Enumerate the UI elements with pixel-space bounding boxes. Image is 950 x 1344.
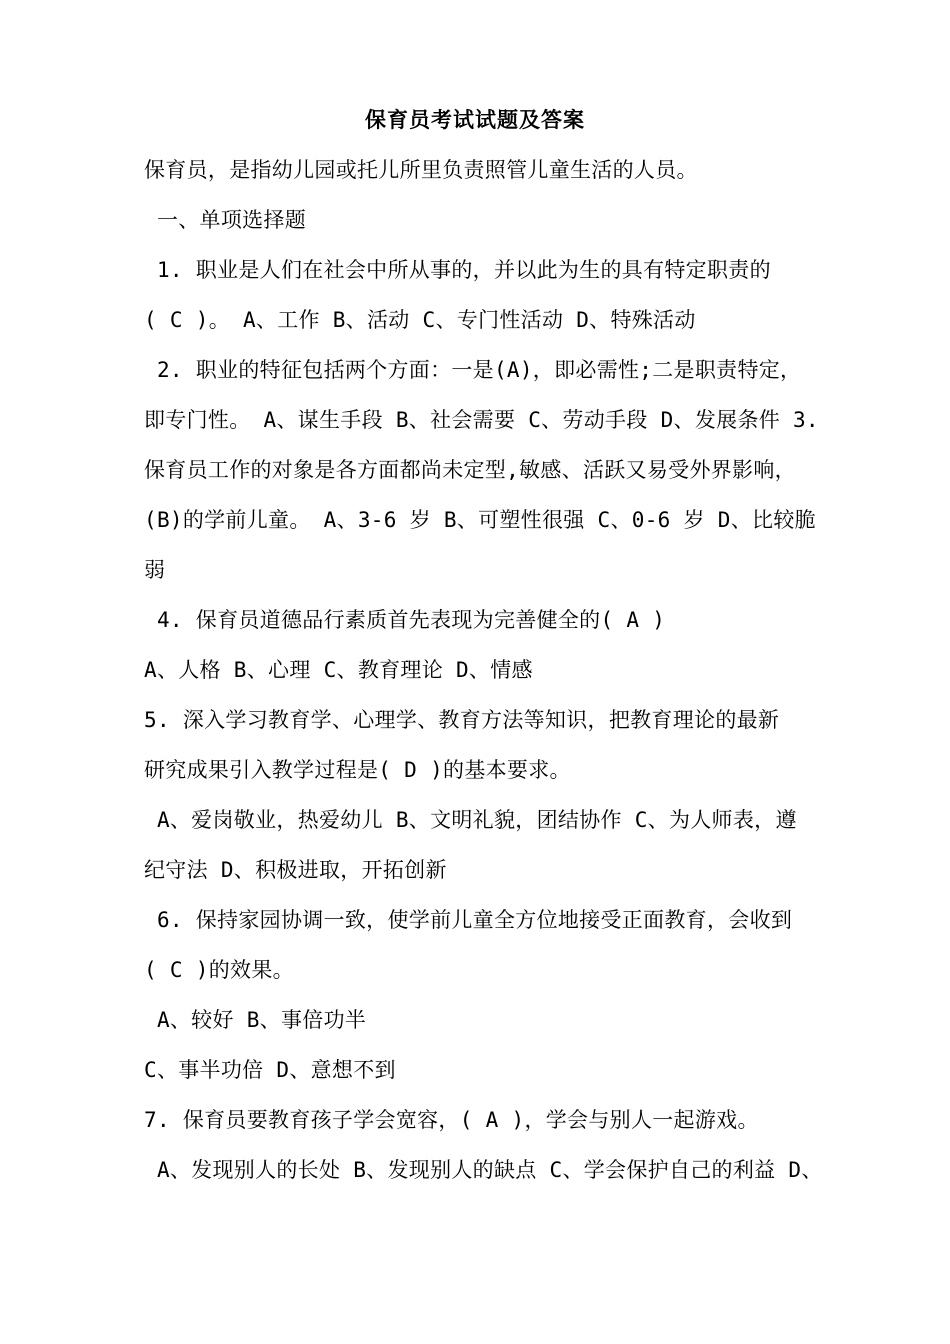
- question-5-line-2: 研究成果引入教学过程是( D )的基本要求。: [144, 758, 571, 782]
- intro-paragraph: 保育员，是指幼儿园或托儿所里负责照管儿童生活的人员。: [144, 158, 698, 182]
- question-6-line-1: 6. 保持家园协调一致，使学前儿童全方位地接受正面教育，会收到: [144, 908, 793, 932]
- question-2-line-1: 2. 职业的特征包括两个方面：一是(A)，即必需性;二是职责特定，: [144, 358, 802, 382]
- question-3-line-2: (B)的学前儿童。 A、3-6 岁 B、可塑性很强 C、0-6 岁 D、比较脆: [144, 508, 816, 532]
- question-4-line-1: 4. 保育员道德品行素质首先表现为完善健全的( A ): [144, 608, 666, 632]
- question-3-line-1: 保育员工作的对象是各方面都尚未定型,敏感、活跃又易受外界影响，: [144, 458, 796, 482]
- question-1-line-1: 1. 职业是人们在社会中所从事的，并以此为生的具有特定职责的: [144, 258, 771, 282]
- question-2-line-2: 即专门性。 A、谋生手段 B、社会需要 C、劳动手段 D、发展条件 3.: [144, 408, 819, 432]
- question-7-line-1: 7. 保育员要教育孩子学会宽容，( A )，学会与别人一起游戏。: [144, 1108, 759, 1132]
- question-6-options-1: A、较好 B、事倍功半: [144, 1008, 367, 1032]
- question-1-line-2: ( C )。 A、工作 B、活动 C、专门性活动 D、特殊活动: [144, 308, 696, 332]
- question-5-options-1: A、爱岗敬业，热爱幼儿 B、文明礼貌，团结协作 C、为人师表，遵: [144, 808, 797, 832]
- document-title: 保育员考试试题及答案: [365, 107, 585, 132]
- question-7-options: A、发现别人的长处 B、发现别人的缺点 C、学会保护自己的利益 D、: [144, 1158, 823, 1182]
- question-5-options-2: 纪守法 D、积极进取，开拓创新: [144, 858, 447, 882]
- section-heading: 一、单项选择题: [144, 208, 307, 232]
- question-5-line-1: 5. 深入学习教育学、心理学、教育方法等知识，把教育理论的最新: [144, 708, 780, 732]
- question-3-line-3: 弱: [144, 558, 166, 582]
- question-6-line-2: ( C )的效果。: [144, 958, 294, 982]
- question-4-options: A、人格 B、心理 C、教育理论 D、情感: [144, 658, 533, 682]
- question-6-options-2: C、事半功倍 D、意想不到: [144, 1058, 396, 1082]
